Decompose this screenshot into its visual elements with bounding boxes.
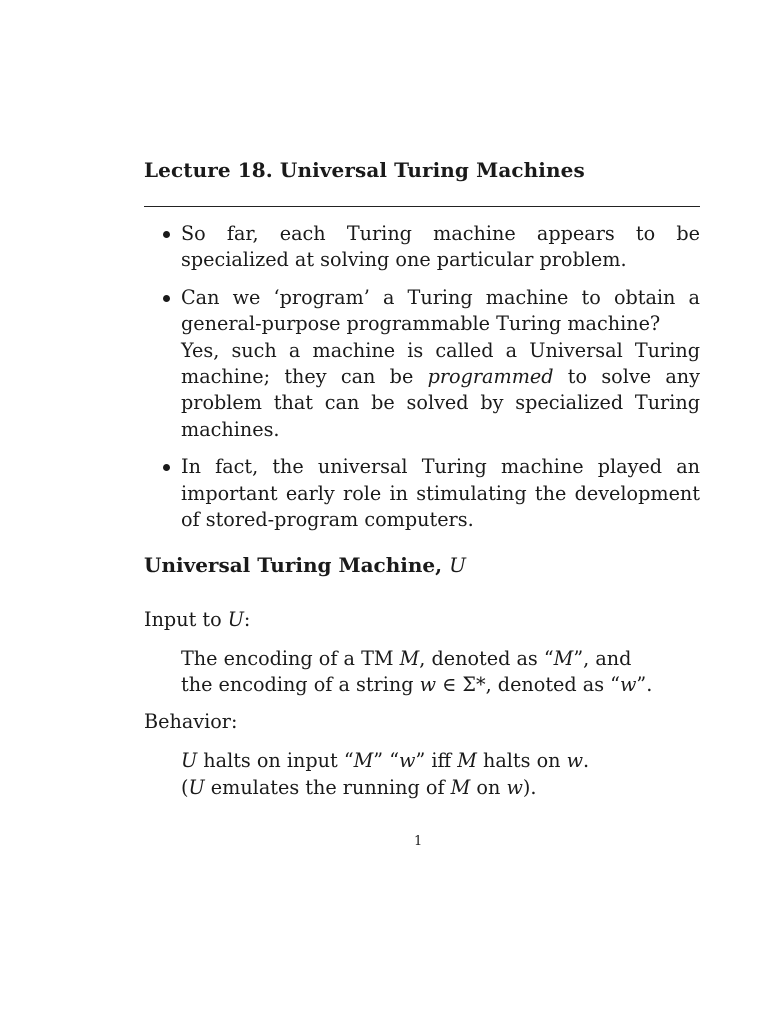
input-label bbox=[144, 607, 250, 633]
math-symbol: U bbox=[181, 749, 198, 772]
math-symbol: M bbox=[553, 647, 574, 670]
section-symbol: U bbox=[449, 553, 466, 577]
math-symbol: U bbox=[188, 776, 205, 799]
math-symbol: M bbox=[399, 647, 420, 670]
text-segment: ( bbox=[181, 776, 189, 799]
text-segment: emulates the running of bbox=[204, 776, 451, 799]
text-segment: ). bbox=[522, 776, 537, 799]
text-segment: Input to bbox=[144, 608, 228, 631]
text-segment: The encoding of a TM bbox=[181, 647, 400, 670]
text-segment: ”, and bbox=[573, 647, 632, 670]
math-symbol: w bbox=[566, 749, 584, 772]
text-segment: the encoding of a string bbox=[181, 673, 420, 696]
text-segment: ”. bbox=[636, 673, 653, 696]
text-segment: halts on bbox=[476, 749, 567, 772]
bullet-dot-icon bbox=[163, 295, 170, 302]
math-symbol: M bbox=[353, 749, 374, 772]
bullet-item bbox=[144, 285, 700, 443]
page-number: 1 bbox=[414, 834, 423, 849]
text-segment: on bbox=[470, 776, 507, 799]
behavior-line-2 bbox=[181, 775, 536, 801]
bullet-text: So far, each Turing machine appears to be specialized at solving one particular problem. bbox=[181, 222, 700, 272]
text-segment: ∈ Σ*, denoted as “ bbox=[436, 673, 620, 696]
text-segment: . bbox=[583, 749, 590, 772]
title-rule bbox=[144, 206, 700, 207]
math-symbol: M bbox=[450, 776, 471, 799]
bullet-text-segment: Yes, such a machine is called a Universal Turing machine; they can be bbox=[181, 338, 700, 389]
behavior-label: Behavior: bbox=[144, 710, 238, 733]
math-symbol: w bbox=[419, 673, 437, 696]
math-symbol: w bbox=[506, 776, 523, 799]
bullet-text-continued bbox=[181, 338, 700, 444]
section-heading bbox=[144, 553, 466, 577]
input-line-1 bbox=[181, 646, 631, 672]
text-segment: , denoted as “ bbox=[419, 647, 554, 670]
bullet-list bbox=[144, 221, 700, 544]
math-symbol: U bbox=[227, 608, 244, 631]
input-line-2 bbox=[181, 672, 652, 698]
section-label: Universal Turing Machine, bbox=[144, 553, 443, 577]
bullet-dot-icon bbox=[163, 464, 170, 471]
bullet-text: In fact, the universal Turing machine played an important early role in stimulating the development of stored-program computers. bbox=[181, 455, 700, 532]
math-symbol: w bbox=[399, 749, 416, 772]
emphasis-text: programmed bbox=[427, 365, 554, 389]
math-symbol: M bbox=[457, 749, 477, 772]
text-segment: : bbox=[243, 608, 251, 631]
bullet-dot-icon bbox=[163, 231, 170, 238]
behavior-line-1 bbox=[181, 748, 589, 774]
math-symbol: w bbox=[619, 673, 637, 696]
bullet-item bbox=[144, 454, 700, 533]
bullet-item bbox=[144, 221, 700, 274]
bullet-text-segment: to solve any problem that can be solved by specialized Turing machines. bbox=[181, 365, 700, 441]
lecture-title: Lecture 18. Universal Turing Machines bbox=[144, 158, 585, 182]
text-segment: ” iff bbox=[415, 749, 458, 772]
text-segment: ” “ bbox=[373, 749, 399, 772]
text-segment: halts on input “ bbox=[197, 749, 354, 772]
bullet-text: Can we ‘program’ a Turing machine to obtain a general-purpose programmable Turing machine? bbox=[181, 285, 700, 336]
